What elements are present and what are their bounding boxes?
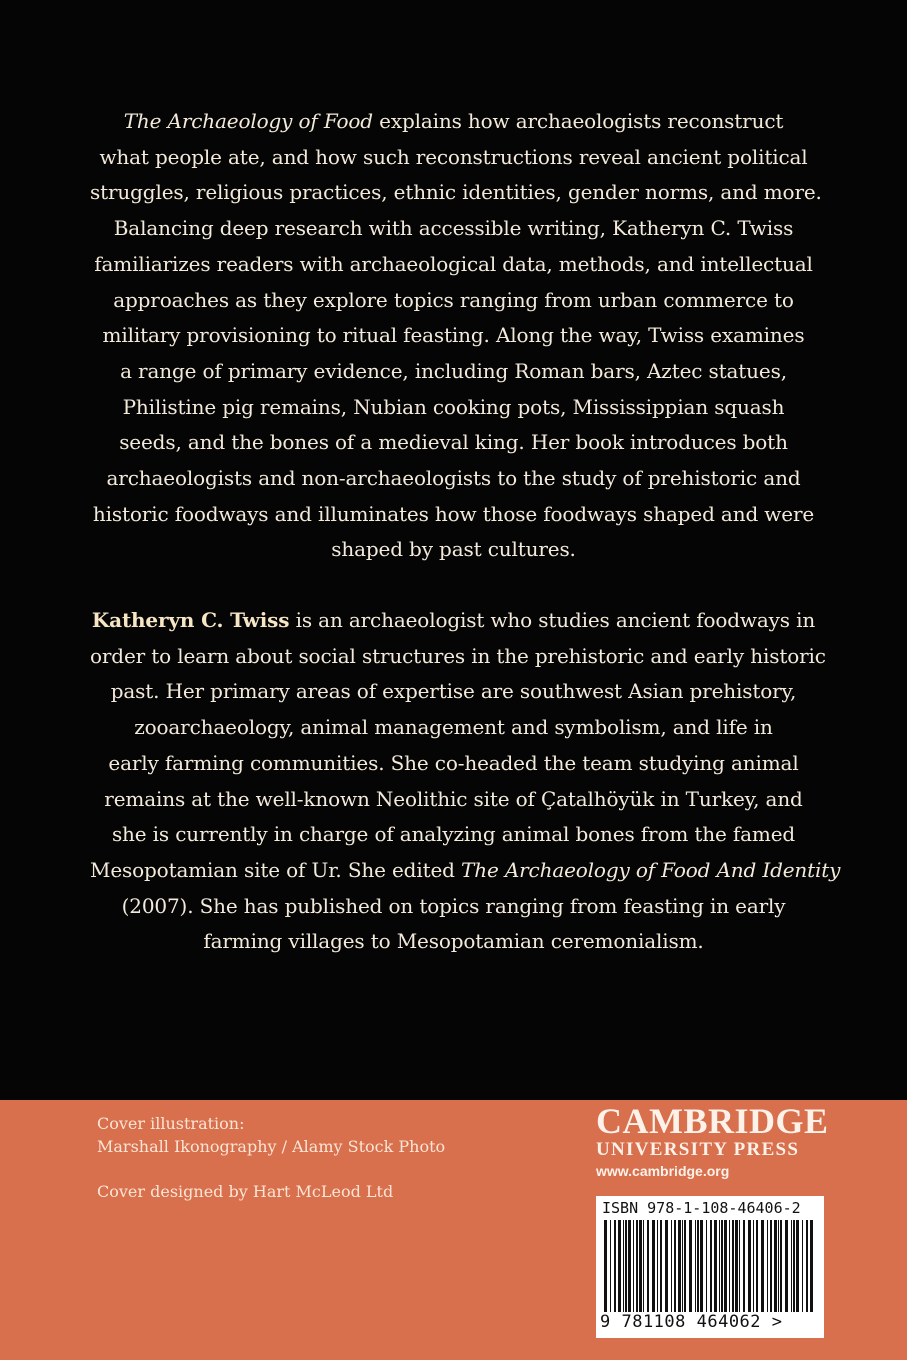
illustration-credit: Marshall Ikonography / Alamy Stock Photo xyxy=(97,1137,446,1156)
barcode-bar xyxy=(756,1220,758,1312)
author-name: Katheryn C. Twiss xyxy=(91,608,290,632)
blurb-line: approaches as they explore topics ranging from urban commerce to xyxy=(113,287,794,312)
blurb-line: Philistine pig remains, Nubian cooking pots, Mississippian squash xyxy=(122,394,785,419)
edited-book-title: The Archaeology of Food And Identity xyxy=(461,857,841,882)
barcode-bar xyxy=(743,1220,745,1312)
barcode-bar xyxy=(748,1220,751,1312)
bio-line: Katheryn C. Twiss is an archaeologist who studies ancient foodways in xyxy=(91,608,816,632)
barcode-bar xyxy=(610,1220,611,1312)
barcode-bar xyxy=(739,1220,740,1312)
bio-line: she is currently in charge of analyzing animal bones from the famed xyxy=(111,822,796,847)
barcode-bar xyxy=(706,1220,707,1312)
barcode-bar xyxy=(802,1220,803,1312)
barcode-bar xyxy=(643,1220,644,1312)
barcode-bar xyxy=(657,1220,658,1312)
barcode-bar xyxy=(774,1220,777,1312)
illustration-label: Cover illustration: xyxy=(97,1114,245,1133)
blurb-line: a range of primary evidence, including Roman bars, Aztec statues, xyxy=(120,358,787,383)
barcode-bar xyxy=(695,1220,696,1312)
barcode-bar xyxy=(614,1220,616,1312)
bio-line: farming villages to Mesopotamian ceremonialism. xyxy=(203,929,704,954)
barcode-bar xyxy=(678,1220,681,1312)
book-blurb xyxy=(90,104,822,568)
barcode-bar xyxy=(780,1220,782,1312)
publisher-subtitle: UNIVERSITY PRESS xyxy=(596,1139,800,1160)
bio-line: remains at the well-known Neolithic site of Çatalhöyük in Turkey, and xyxy=(104,786,803,811)
publisher-url: www.cambridge.org xyxy=(596,1163,730,1179)
barcode-bar xyxy=(806,1220,808,1312)
barcode-bar xyxy=(735,1220,738,1312)
barcode-bar xyxy=(665,1220,668,1312)
barcode-bar xyxy=(753,1220,754,1312)
barcode-bar xyxy=(684,1220,686,1312)
blurb-line: seeds, and the bones of a medieval king. Her book introduces both xyxy=(119,430,788,455)
cover-designer-credit: Cover designed by Hart McLeod Ltd xyxy=(97,1182,394,1201)
barcode-bar xyxy=(700,1220,703,1312)
barcode-bar xyxy=(761,1220,764,1312)
barcode-bar xyxy=(719,1220,720,1312)
barcode-bar xyxy=(793,1220,795,1312)
barcode-bar xyxy=(770,1220,772,1312)
barcode-bar xyxy=(810,1220,813,1312)
blurb-line: The Archaeology of Food explains how archaeologists reconstruct xyxy=(123,109,784,133)
barcode-bar xyxy=(710,1220,712,1312)
barcode-bar xyxy=(604,1220,607,1312)
blurb-line: archaeologists and non-archaeologists to the study of prehistoric and xyxy=(106,466,801,491)
blurb-line: shaped by past cultures. xyxy=(331,537,576,562)
barcode-bar xyxy=(639,1220,642,1312)
blurb-line: familiarizes readers with archaeological data, methods, and intellectual xyxy=(94,251,813,276)
blurb-line: struggles, religious practices, ethnic identities, gender norms, and more. xyxy=(90,180,822,205)
barcode-bar xyxy=(647,1220,649,1312)
bio-line: zooarchaeology, animal management and symbolism, and life in xyxy=(134,715,773,740)
barcode-bars xyxy=(604,1220,816,1312)
bio-line: (2007). She has published on topics ranging from feasting in early xyxy=(121,893,786,918)
barcode-bar xyxy=(778,1220,779,1312)
barcode-bar xyxy=(721,1220,723,1312)
barcode-bar xyxy=(674,1220,676,1312)
barcode-bar xyxy=(660,1220,662,1312)
publisher-logo xyxy=(596,1101,829,1179)
blurb-line: what people ate, and how such reconstructions reveal ancient political xyxy=(99,144,808,169)
barcode-bar xyxy=(689,1220,692,1312)
barcode-bar xyxy=(729,1220,730,1312)
blurb-line: historic foodways and illuminates how those foodways shaped and were xyxy=(92,501,815,526)
barcode-bar xyxy=(724,1220,727,1312)
bio-line: early farming communities. She co-headed the team studying animal xyxy=(108,750,799,775)
barcode-bar xyxy=(636,1220,638,1312)
barcode-bar xyxy=(785,1220,788,1312)
barcode-bar xyxy=(732,1220,734,1312)
barcode-bar xyxy=(682,1220,683,1312)
barcode-bar xyxy=(618,1220,621,1312)
bio-line: past. Her primary areas of expertise are southwest Asian prehistory, xyxy=(110,679,797,704)
barcode-bar xyxy=(633,1220,634,1312)
barcode-bar xyxy=(652,1220,655,1312)
barcode-bar xyxy=(628,1220,631,1312)
cover-illustration-credit xyxy=(97,1112,445,1158)
barcode-bar xyxy=(625,1220,627,1312)
isbn-number: ISBN 978-1-108-46406-2 xyxy=(602,1199,801,1217)
blurb-line: Balancing deep research with accessible writing, Katheryn C. Twiss xyxy=(113,216,794,241)
book-title: The Archaeology of Food xyxy=(123,109,373,133)
barcode-bar xyxy=(714,1220,717,1312)
barcode-bar xyxy=(671,1220,672,1312)
bio-line: order to learn about social structures in the prehistoric and early historic xyxy=(90,643,826,668)
barcode-bar xyxy=(791,1220,792,1312)
blurb-line: military provisioning to ritual feasting. Along the way, Twiss examines xyxy=(102,323,805,348)
barcode-bar xyxy=(796,1220,799,1312)
ean-digits: 9 781108 464062 > xyxy=(600,1312,783,1332)
barcode-bar xyxy=(697,1220,699,1312)
barcode-bar xyxy=(767,1220,768,1312)
barcode-bar xyxy=(623,1220,624,1312)
isbn-barcode xyxy=(596,1196,824,1338)
bio-line: Mesopotamian site of Ur. She edited The Archaeology of Food And Identity xyxy=(90,857,841,882)
author-bio xyxy=(90,603,841,960)
publisher-name: CAMBRIDGE xyxy=(596,1101,829,1141)
